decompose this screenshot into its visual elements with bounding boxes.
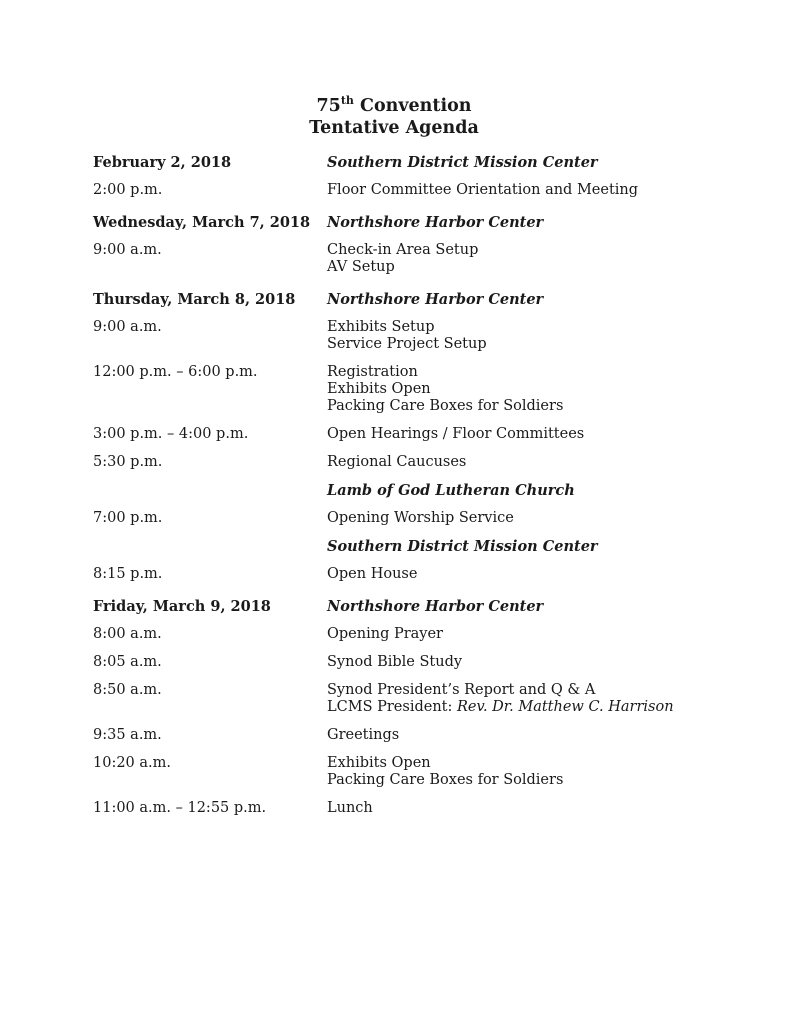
agenda-event-row xyxy=(93,454,736,471)
event-line: Exhibits Open xyxy=(327,381,431,397)
event-line: AV Setup xyxy=(327,259,395,275)
date-label: Wednesday, March 7, 2018 xyxy=(93,214,311,231)
event-line-prefix: LCMS President: xyxy=(327,699,457,715)
agenda-event-row xyxy=(93,626,736,643)
agenda-event-row xyxy=(93,510,736,527)
event-line: Synod President’s Report and Q & A xyxy=(327,682,596,698)
event-line: Registration xyxy=(327,364,418,380)
event-description xyxy=(327,182,736,199)
event-line: Lunch xyxy=(327,800,373,816)
agenda-section-row xyxy=(93,291,736,308)
venue-label: Northshore Harbor Center xyxy=(327,598,544,615)
time-label: 8:05 a.m. xyxy=(93,654,162,670)
event-line-italic-name: Rev. Dr. Matthew C. Harrison xyxy=(456,699,674,715)
agenda-event-row xyxy=(93,682,736,716)
title-line1-text: Convention xyxy=(353,96,472,116)
event-line: Open Hearings / Floor Committees xyxy=(327,426,585,442)
event-description xyxy=(327,319,736,353)
time-label: 8:15 p.m. xyxy=(93,566,163,582)
agenda-rows xyxy=(93,154,736,817)
agenda-event-row xyxy=(93,654,736,671)
time-label: 10:20 a.m. xyxy=(93,755,172,771)
agenda-venue-row xyxy=(93,482,736,499)
event-description xyxy=(327,654,736,671)
event-line: Synod Bible Study xyxy=(327,654,463,670)
time-label: 7:00 p.m. xyxy=(93,510,163,526)
agenda-event-row xyxy=(93,242,736,276)
event-line: Exhibits Setup xyxy=(327,319,435,335)
time-label: 8:00 a.m. xyxy=(93,626,162,642)
event-description xyxy=(327,626,736,643)
venue-label: Southern District Mission Center xyxy=(327,538,598,555)
time-label: 9:35 a.m. xyxy=(93,727,162,743)
date-label: Friday, March 9, 2018 xyxy=(93,598,271,615)
time-label: 2:00 p.m. xyxy=(93,182,163,198)
event-line: Floor Committee Orientation and Meeting xyxy=(327,182,639,198)
agenda-event-row xyxy=(93,364,736,415)
venue-label: Southern District Mission Center xyxy=(327,154,598,171)
time-label: 8:50 a.m. xyxy=(93,682,162,698)
event-line: Greetings xyxy=(327,727,400,743)
venue-label: Northshore Harbor Center xyxy=(327,291,544,308)
agenda-venue-row xyxy=(93,538,736,555)
agenda-event-row xyxy=(93,755,736,789)
time-label: 3:00 p.m. – 4:00 p.m. xyxy=(93,426,249,442)
agenda-event-row xyxy=(93,727,736,744)
agenda-section-row xyxy=(93,214,736,231)
date-label: Thursday, March 8, 2018 xyxy=(93,291,296,308)
event-description xyxy=(327,242,736,276)
venue-label: Lamb of God Lutheran Church xyxy=(327,482,575,499)
event-description xyxy=(327,510,736,527)
time-label: 9:00 a.m. xyxy=(93,242,162,258)
time-label: 9:00 a.m. xyxy=(93,319,162,335)
document-title xyxy=(0,95,788,139)
event-line: Packing Care Boxes for Soldiers xyxy=(327,772,564,788)
date-label: February 2, 2018 xyxy=(93,154,232,171)
event-line: Exhibits Open xyxy=(327,755,431,771)
agenda-event-row xyxy=(93,566,736,583)
event-line: Check-in Area Setup xyxy=(327,242,479,258)
agenda-event-row xyxy=(93,426,736,443)
venue-label: Northshore Harbor Center xyxy=(327,214,544,231)
event-description xyxy=(327,566,736,583)
event-line: Regional Caucuses xyxy=(327,454,467,470)
agenda-section-row xyxy=(93,154,736,171)
event-description xyxy=(327,755,736,789)
agenda-event-row xyxy=(93,319,736,353)
time-label: 5:30 p.m. xyxy=(93,454,163,470)
title-line1 xyxy=(0,95,788,117)
event-line xyxy=(327,699,736,716)
event-description xyxy=(327,800,736,817)
event-description xyxy=(327,426,736,443)
agenda-event-row xyxy=(93,800,736,817)
event-line: Packing Care Boxes for Soldiers xyxy=(327,398,564,414)
event-description xyxy=(327,682,736,716)
event-line: Opening Prayer xyxy=(327,626,443,642)
event-description xyxy=(327,364,736,415)
title-ordinal-superscript: th xyxy=(340,94,354,108)
title-number: 75 xyxy=(316,96,341,116)
time-label: 12:00 p.m. – 6:00 p.m. xyxy=(93,364,258,380)
event-line: Opening Worship Service xyxy=(327,510,514,526)
event-description xyxy=(327,727,736,744)
title-line2: Tentative Agenda xyxy=(309,118,479,138)
time-label: 11:00 a.m. – 12:55 p.m. xyxy=(93,800,267,816)
event-line: Open House xyxy=(327,566,418,582)
event-description xyxy=(327,454,736,471)
agenda-event-row xyxy=(93,182,736,199)
event-line: Service Project Setup xyxy=(327,336,487,352)
agenda-section-row xyxy=(93,598,736,615)
